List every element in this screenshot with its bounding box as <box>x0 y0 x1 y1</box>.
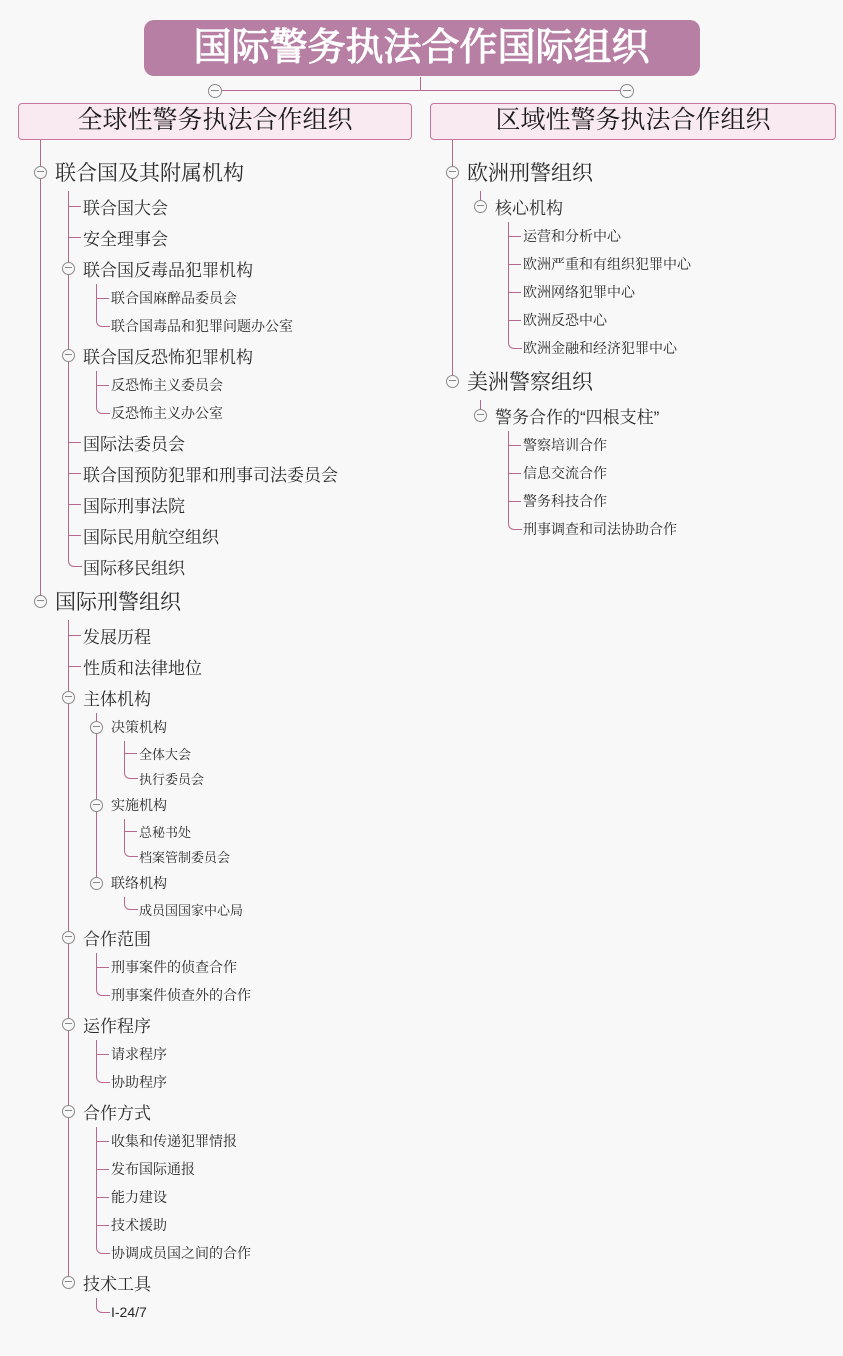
topic-label[interactable]: 主体机构 <box>83 690 151 709</box>
topic-children <box>111 371 412 427</box>
topic-row <box>83 651 412 682</box>
topic-label[interactable]: 核心机构 <box>495 199 563 218</box>
topic-node <box>139 897 412 922</box>
topic-node <box>523 278 836 306</box>
topic-row <box>55 153 412 191</box>
topic-label[interactable]: 刑事案件的侦查合作 <box>111 959 237 975</box>
topic-node <box>111 953 412 981</box>
topic-node <box>83 253 412 340</box>
topic-children <box>139 897 412 922</box>
collapse-toggle-icon[interactable] <box>62 931 75 944</box>
topic-row <box>523 334 836 362</box>
topic-label[interactable]: 发展历程 <box>83 628 151 647</box>
topic-children <box>139 819 412 869</box>
topic-node <box>523 306 836 334</box>
topic-label[interactable]: 发布国际通报 <box>111 1161 195 1177</box>
topic-row <box>83 520 412 551</box>
connector-line-vertical <box>420 77 421 90</box>
collapse-toggle-icon[interactable] <box>62 1105 75 1118</box>
topic-node <box>111 1127 412 1155</box>
topic-children <box>523 431 836 543</box>
branch-topic-global[interactable]: 全球性警务执法合作组织 <box>18 103 412 140</box>
topic-row <box>111 981 412 1009</box>
topic-row <box>83 222 412 253</box>
topic-row <box>523 250 836 278</box>
topic-node <box>83 1009 412 1096</box>
topic-node <box>111 713 412 791</box>
mindmap-canvas <box>18 103 836 1326</box>
topic-row <box>139 819 412 844</box>
topic-node <box>83 520 412 551</box>
topic-node <box>467 362 836 543</box>
topic-row <box>495 400 836 431</box>
topic-label[interactable]: 实施机构 <box>111 797 167 813</box>
topic-node <box>111 1040 412 1068</box>
collapse-toggle-icon[interactable] <box>474 409 487 422</box>
topic-node <box>139 819 412 844</box>
collapse-toggle-icon[interactable] <box>62 349 75 362</box>
collapse-toggle-icon[interactable] <box>62 1018 75 1031</box>
topic-label[interactable]: 国际移民组织 <box>83 559 185 578</box>
topic-node <box>467 153 836 362</box>
topic-node <box>111 1211 412 1239</box>
topic-row <box>139 897 412 922</box>
topic-label[interactable]: 联合国预防犯罪和刑事司法委员会 <box>83 466 338 485</box>
topic-node <box>111 284 412 312</box>
collapse-toggle-icon[interactable] <box>208 84 222 98</box>
topic-node <box>111 399 412 427</box>
topic-row <box>83 1009 412 1040</box>
topic-node <box>111 1155 412 1183</box>
connector-line-horizontal <box>215 90 627 91</box>
collapse-toggle-icon[interactable] <box>90 721 103 734</box>
topic-label[interactable]: 能力建设 <box>111 1189 167 1205</box>
collapse-toggle-icon[interactable] <box>620 84 634 98</box>
topic-label[interactable]: 运营和分析中心 <box>523 228 621 244</box>
topic-label[interactable]: 联合国反恐怖犯罪机构 <box>83 348 253 367</box>
topic-label[interactable]: 联合国反毒品犯罪机构 <box>83 261 253 280</box>
topic-row <box>523 222 836 250</box>
topic-label[interactable]: 信息交流合作 <box>523 465 607 481</box>
topic-row <box>111 953 412 981</box>
topic-row <box>523 459 836 487</box>
topic-node <box>523 334 836 362</box>
topic-children <box>495 400 836 543</box>
topic-node <box>83 489 412 520</box>
topic-children <box>523 222 836 362</box>
topic-label[interactable]: 欧洲网络犯罪中心 <box>523 284 635 300</box>
topic-row <box>111 399 412 427</box>
topic-row <box>111 1211 412 1239</box>
topic-row <box>83 1096 412 1127</box>
topic-label[interactable]: I-24/7 <box>111 1304 147 1320</box>
branch-column-global <box>18 103 412 1326</box>
topic-node <box>523 250 836 278</box>
topic-label[interactable]: 请求程序 <box>111 1046 167 1062</box>
topic-node <box>111 869 412 922</box>
topic-node <box>523 515 836 543</box>
topic-row <box>83 682 412 713</box>
topic-label[interactable]: 性质和法律地位 <box>83 659 202 678</box>
topic-label[interactable]: 国际刑事法院 <box>83 497 185 516</box>
topic-children <box>83 191 412 582</box>
topic-row <box>139 766 412 791</box>
topic-node <box>83 922 412 1009</box>
topic-row <box>467 362 836 400</box>
topic-label[interactable]: 国际刑警组织 <box>55 591 181 614</box>
topic-node <box>83 427 412 458</box>
topic-children <box>111 953 412 1009</box>
topic-label[interactable]: 联合国及其附属机构 <box>55 162 244 185</box>
topic-row <box>111 1040 412 1068</box>
topic-node <box>523 222 836 250</box>
topic-node <box>83 1267 412 1326</box>
topic-row <box>111 791 412 819</box>
topic-row <box>523 306 836 334</box>
topic-node <box>55 153 412 582</box>
collapse-toggle-icon[interactable] <box>34 595 47 608</box>
topic-label[interactable]: 欧洲刑警组织 <box>467 162 593 185</box>
collapse-toggle-icon[interactable] <box>474 200 487 213</box>
topic-node <box>139 741 412 766</box>
topic-row <box>83 253 412 284</box>
topic-children <box>495 191 836 362</box>
topic-children <box>111 1040 412 1096</box>
topic-label[interactable]: 安全理事会 <box>83 230 168 249</box>
topic-row <box>111 1068 412 1096</box>
topic-row <box>111 1155 412 1183</box>
topic-node <box>111 1239 412 1267</box>
topic-row <box>83 458 412 489</box>
topic-row <box>111 312 412 340</box>
topic-label[interactable]: 联合国麻醉品委员会 <box>111 290 237 306</box>
topic-label[interactable]: 国际民用航空组织 <box>83 528 219 547</box>
collapse-toggle-icon[interactable] <box>34 166 47 179</box>
topic-label[interactable]: 执行委员会 <box>139 772 205 787</box>
topic-node <box>523 431 836 459</box>
topic-row <box>83 427 412 458</box>
branch-topic-regional[interactable]: 区域性警务执法合作组织 <box>430 103 836 140</box>
topic-node <box>111 371 412 399</box>
topic-label[interactable]: 总秘书处 <box>139 825 192 840</box>
topic-node <box>83 458 412 489</box>
topic-node <box>139 844 412 869</box>
mindmap-tree-regional <box>467 140 836 543</box>
collapse-toggle-icon[interactable] <box>62 1276 75 1289</box>
topic-label[interactable]: 收集和传递犯罪情报 <box>111 1133 237 1149</box>
topic-children <box>111 1298 412 1326</box>
topic-node <box>83 551 412 582</box>
topic-row <box>523 431 836 459</box>
topic-label[interactable]: 协助程序 <box>111 1074 167 1090</box>
topic-label[interactable]: 协调成员国之间的合作 <box>111 1245 251 1261</box>
topic-label[interactable]: 警务科技合作 <box>523 493 607 509</box>
topic-children <box>111 1127 412 1267</box>
topic-row <box>83 340 412 371</box>
topic-label[interactable]: 反恐怖主义委员会 <box>111 377 223 393</box>
topic-row <box>111 713 412 741</box>
topic-label[interactable]: 档案管制委员会 <box>139 850 231 865</box>
topic-row <box>139 844 412 869</box>
topic-label[interactable]: 全体大会 <box>139 747 192 762</box>
topic-row <box>467 153 836 191</box>
topic-row <box>523 278 836 306</box>
topic-node <box>495 400 836 543</box>
root-topic[interactable]: 国际警务执法合作国际组织 <box>143 20 699 76</box>
topic-label[interactable]: 合作范围 <box>83 930 151 949</box>
collapse-toggle-icon[interactable] <box>62 262 75 275</box>
branch-column-regional <box>430 103 836 1326</box>
topic-row <box>111 1127 412 1155</box>
topic-row <box>111 371 412 399</box>
topic-node <box>495 191 836 362</box>
topic-label[interactable]: 运作程序 <box>83 1017 151 1036</box>
topic-node <box>111 1298 412 1326</box>
topic-label[interactable]: 合作方式 <box>83 1104 151 1123</box>
collapse-toggle-icon[interactable] <box>90 799 103 812</box>
collapse-toggle-icon[interactable] <box>62 691 75 704</box>
topic-node <box>111 1068 412 1096</box>
topic-label[interactable]: 技术援助 <box>111 1217 167 1233</box>
topic-row <box>111 284 412 312</box>
topic-node <box>83 620 412 651</box>
topic-label[interactable]: 联合国大会 <box>83 199 168 218</box>
topic-node <box>111 1183 412 1211</box>
topic-node <box>83 651 412 682</box>
topic-label[interactable]: 刑事调查和司法协助合作 <box>523 521 677 537</box>
topic-label[interactable]: 国际法委员会 <box>83 435 185 454</box>
mindmap-tree-global <box>55 140 412 1326</box>
topic-node <box>83 340 412 427</box>
topic-row <box>83 620 412 651</box>
topic-label[interactable]: 成员国国家中心局 <box>139 903 244 918</box>
collapse-toggle-icon[interactable] <box>446 166 459 179</box>
topic-row <box>111 869 412 897</box>
topic-row <box>139 741 412 766</box>
topic-node <box>523 459 836 487</box>
collapse-toggle-icon[interactable] <box>90 877 103 890</box>
topic-label[interactable]: 警务合作的“四根支柱” <box>495 408 660 427</box>
topic-node <box>111 791 412 869</box>
topic-node <box>523 487 836 515</box>
topic-label[interactable]: 反恐怖主义办公室 <box>111 405 223 421</box>
topic-children <box>83 620 412 1326</box>
topic-label[interactable]: 欧洲严重和有组织犯罪中心 <box>523 256 691 272</box>
topic-label[interactable]: 联合国毒品和犯罪问题办公室 <box>111 318 293 334</box>
collapse-toggle-icon[interactable] <box>446 375 459 388</box>
topic-node <box>83 1096 412 1267</box>
topic-row <box>523 487 836 515</box>
topic-children <box>139 741 412 791</box>
topic-row <box>83 1267 412 1298</box>
topic-children <box>111 284 412 340</box>
topic-node <box>83 222 412 253</box>
topic-label[interactable]: 欧洲反恐中心 <box>523 312 607 328</box>
topic-row <box>83 489 412 520</box>
topic-row <box>111 1298 412 1326</box>
topic-node <box>111 312 412 340</box>
topic-node <box>83 191 412 222</box>
topic-label[interactable]: 联络机构 <box>111 875 167 891</box>
topic-node <box>111 981 412 1009</box>
topic-label[interactable]: 技术工具 <box>83 1275 151 1294</box>
topic-label[interactable]: 刑事案件侦查外的合作 <box>111 987 251 1003</box>
topic-row <box>495 191 836 222</box>
topic-label[interactable]: 决策机构 <box>111 719 167 735</box>
topic-label[interactable]: 警察培训合作 <box>523 437 607 453</box>
topic-row <box>523 515 836 543</box>
topic-row <box>55 582 412 620</box>
topic-label[interactable]: 美洲警察组织 <box>467 371 593 394</box>
topic-row <box>83 922 412 953</box>
topic-children <box>111 713 412 922</box>
topic-node <box>139 766 412 791</box>
topic-node <box>83 682 412 922</box>
topic-label[interactable]: 欧洲金融和经济犯罪中心 <box>523 340 677 356</box>
topic-node <box>55 582 412 1326</box>
topic-row <box>111 1239 412 1267</box>
topic-row <box>83 551 412 582</box>
topic-row <box>111 1183 412 1211</box>
topic-row <box>83 191 412 222</box>
